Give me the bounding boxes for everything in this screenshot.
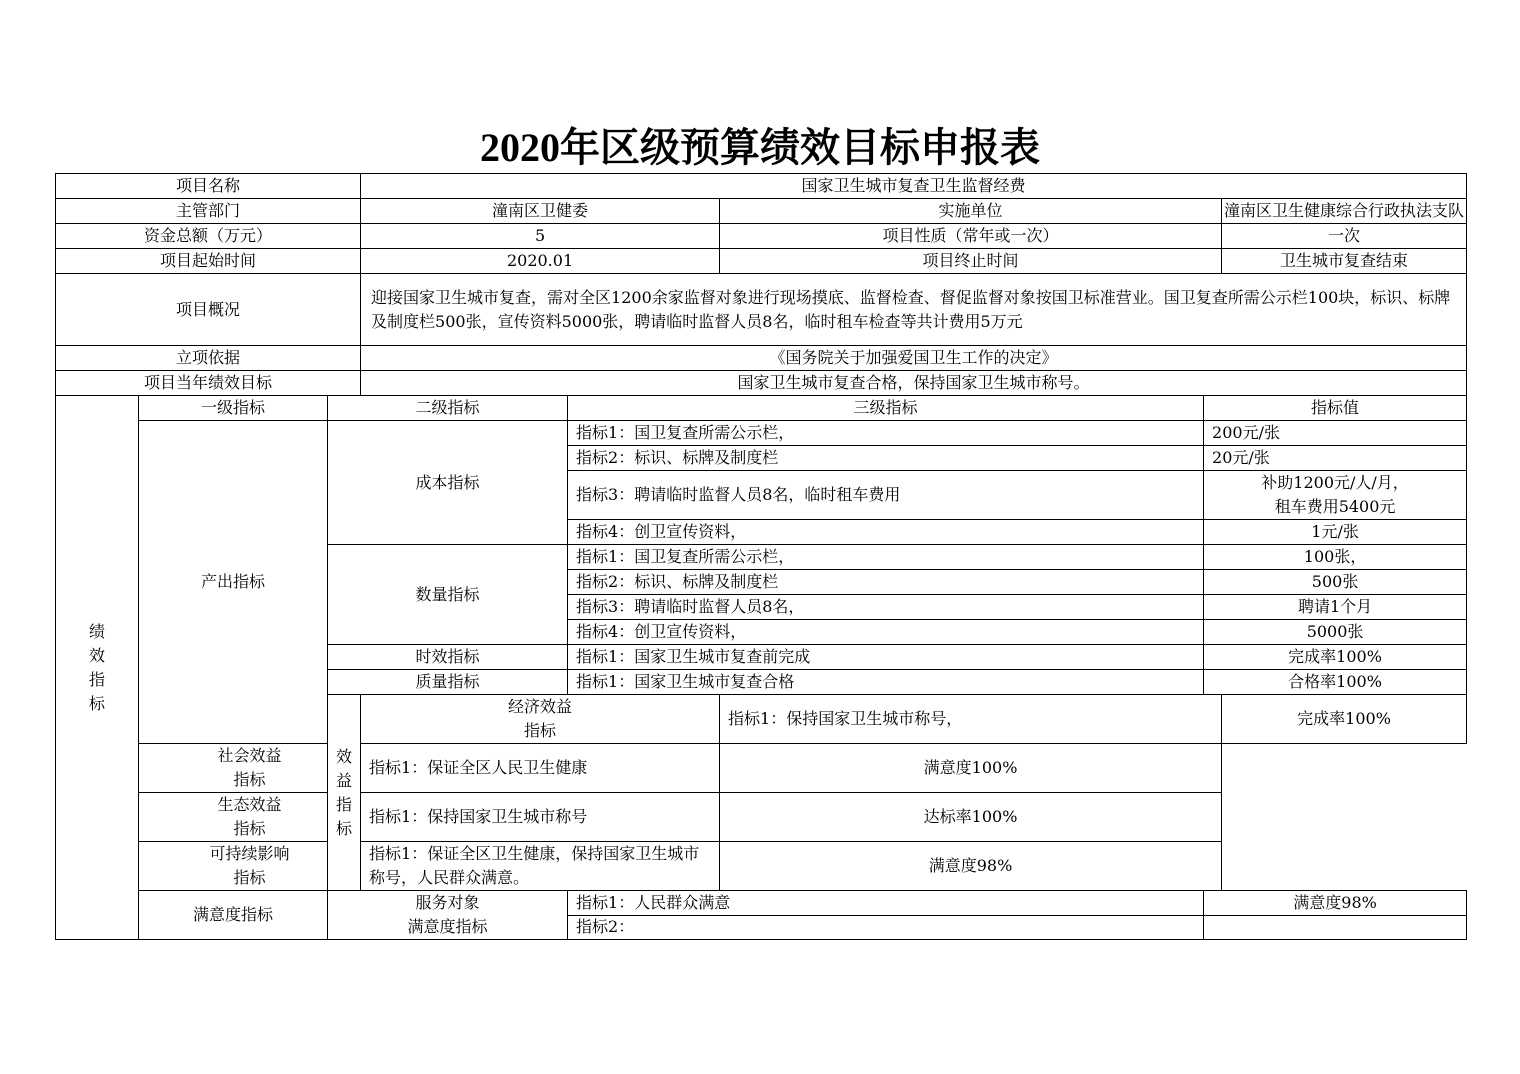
- satisfaction-sub: 服务对象 满意度指标: [328, 891, 568, 940]
- header-level3: 三级指标: [568, 396, 1204, 421]
- benefit-value-2: 满意度100%: [720, 744, 1222, 793]
- benefit-item-2: 指标1：保证全区人民卫生健康: [361, 744, 720, 793]
- value-total-funds: 5: [361, 224, 720, 249]
- label-overview: 项目概况: [56, 274, 361, 346]
- quantity-item-3: 指标3：聘请临时监督人员8名，: [568, 595, 1204, 620]
- label-nature: 项目性质（常年或一次）: [720, 224, 1222, 249]
- benefit-item-3: 指标1：保持国家卫生城市称号: [361, 793, 720, 842]
- satisfaction-item-2: 指标2：: [568, 915, 1204, 940]
- quality-indicator-label: 质量指标: [328, 670, 568, 695]
- table-row: [56, 421, 1467, 446]
- header-level2: 二级指标: [328, 396, 568, 421]
- value-basis: 《国务院关于加强爱国卫生工作的决定》: [361, 346, 1467, 371]
- cost-value-3: 补助1200元/人/月， 租车费用5400元: [1204, 471, 1467, 520]
- row-department: [56, 199, 1467, 224]
- table-row: [56, 744, 1467, 793]
- benefit-sub-2: 社会效益 指标: [139, 744, 361, 793]
- value-start-time: 2020.01: [361, 249, 720, 274]
- header-target-value: 指标值: [1204, 396, 1467, 421]
- perf-indicator-label: 绩 效 指 标: [56, 396, 139, 940]
- page-title: 2020年区级预算绩效目标申报表: [480, 125, 1040, 170]
- row-basis: [56, 346, 1467, 371]
- header-level1: 一级指标: [139, 396, 328, 421]
- cost-item-1: 指标1：国卫复查所需公示栏，: [568, 421, 1204, 446]
- label-implementer: 实施单位: [720, 199, 1222, 224]
- quantity-item-4: 指标4：创卫宣传资料，: [568, 620, 1204, 645]
- value-overview: 迎接国家卫生城市复查，需对全区1200余家监督对象进行现场摸底、监督检查、督促监督对象按国卫标准营业。国卫复查所需公示栏100块，标识、标牌及制度栏500张，宣传资料5000张，聘请临时监督人员8名，临时租车检查等共计费用5万元: [361, 274, 1467, 346]
- benefit-sub-4: 可持续影响 指标: [139, 842, 361, 891]
- performance-table: [55, 173, 1467, 940]
- satisfaction-value-1: 满意度98%: [1204, 891, 1467, 916]
- value-end-time: 卫生城市复查结束: [1222, 249, 1467, 274]
- value-department: 潼南区卫健委: [361, 199, 720, 224]
- value-nature: 一次: [1222, 224, 1467, 249]
- timeliness-indicator-label: 时效指标: [328, 645, 568, 670]
- table-row: [56, 793, 1467, 842]
- benefit-sub-1: 经济效益 指标: [361, 695, 720, 744]
- timeliness-value: 完成率100%: [1204, 645, 1467, 670]
- benefit-indicator-label: 效益指标: [328, 695, 361, 891]
- benefit-value-3: 达标率100%: [720, 793, 1222, 842]
- value-implementer: 潼南区卫生健康综合行政执法支队: [1222, 199, 1467, 224]
- quantity-item-1: 指标1：国卫复查所需公示栏，: [568, 545, 1204, 570]
- table-row: [56, 842, 1467, 891]
- label-project-name: 项目名称: [56, 174, 361, 199]
- satisfaction-value-2: [1204, 915, 1467, 940]
- quantity-value-4: 5000张: [1204, 620, 1467, 645]
- output-indicator-label: 产出指标: [139, 421, 328, 744]
- row-time: [56, 249, 1467, 274]
- quantity-value-2: 500张: [1204, 570, 1467, 595]
- cost-value-2: 20元/张: [1204, 446, 1467, 471]
- quality-item: 指标1：国家卫生城市复查合格: [568, 670, 1204, 695]
- benefit-item-1: 指标1：保持国家卫生城市称号，: [720, 695, 1222, 744]
- cost-value-1: 200元/张: [1204, 421, 1467, 446]
- benefit-value-1: 完成率100%: [1222, 695, 1467, 744]
- quantity-value-1: 100张，: [1204, 545, 1467, 570]
- row-indicator-header: [56, 396, 1467, 421]
- cost-item-2: 指标2：标识、标牌及制度栏: [568, 446, 1204, 471]
- benefit-sub-3: 生态效益 指标: [139, 793, 361, 842]
- cost-item-3: 指标3：聘请临时监督人员8名，临时租车费用: [568, 471, 1204, 520]
- row-overview: [56, 274, 1467, 346]
- label-end-time: 项目终止时间: [720, 249, 1222, 274]
- row-funds: [56, 224, 1467, 249]
- cost-value-4: 1元/张: [1204, 520, 1467, 545]
- satisfaction-indicator-label: 满意度指标: [139, 891, 328, 940]
- label-annual-goal: 项目当年绩效目标: [56, 371, 361, 396]
- quantity-value-3: 聘请1个月: [1204, 595, 1467, 620]
- row-annual-goal: [56, 371, 1467, 396]
- label-start-time: 项目起始时间: [56, 249, 361, 274]
- value-annual-goal: 国家卫生城市复查合格，保持国家卫生城市称号。: [361, 371, 1467, 396]
- cost-indicator-label: 成本指标: [328, 421, 568, 545]
- value-project-name: 国家卫生城市复查卫生监督经费: [361, 174, 1467, 199]
- row-project-name: [56, 174, 1467, 199]
- table-row: [56, 891, 1467, 916]
- quality-value: 合格率100%: [1204, 670, 1467, 695]
- quantity-indicator-label: 数量指标: [328, 545, 568, 645]
- benefit-value-4: 满意度98%: [720, 842, 1222, 891]
- quantity-item-2: 指标2：标识、标牌及制度栏: [568, 570, 1204, 595]
- benefit-item-4: 指标1：保证全区卫生健康，保持国家卫生城市称号，人民群众满意。: [361, 842, 720, 891]
- timeliness-item: 指标1：国家卫生城市复查前完成: [568, 645, 1204, 670]
- label-department: 主管部门: [56, 199, 361, 224]
- label-total-funds: 资金总额（万元）: [56, 224, 361, 249]
- satisfaction-item-1: 指标1：人民群众满意: [568, 891, 1204, 916]
- label-basis: 立项依据: [56, 346, 361, 371]
- cost-item-4: 指标4：创卫宣传资料，: [568, 520, 1204, 545]
